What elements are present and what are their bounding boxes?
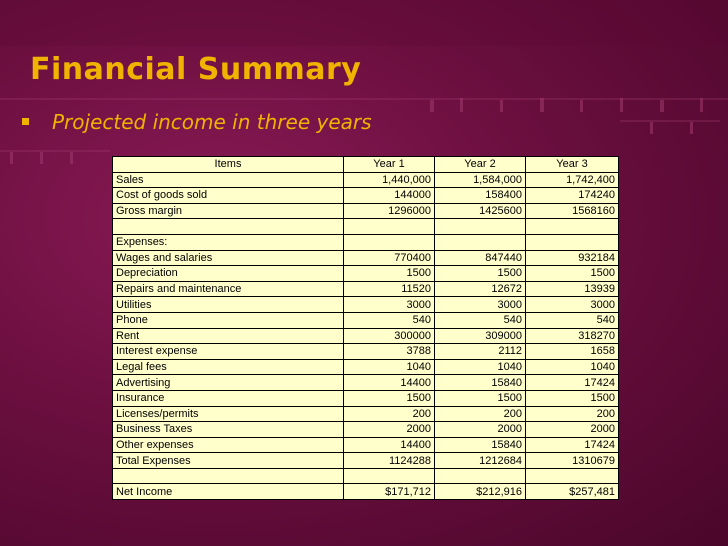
table-row — [113, 219, 619, 235]
value-cell: 1,742,400 — [526, 172, 619, 188]
value-cell — [435, 219, 526, 235]
row-label-cell: Expenses: — [113, 234, 344, 250]
value-cell: 14400 — [344, 437, 435, 453]
table-row — [113, 250, 619, 266]
value-cell: 1500 — [344, 266, 435, 282]
table-row — [113, 328, 619, 344]
table-row — [113, 203, 619, 219]
row-label-cell: Depreciation — [113, 266, 344, 282]
decor-stripe — [700, 98, 703, 112]
column-header: Year 1 — [344, 157, 435, 173]
value-cell: $257,481 — [526, 484, 619, 500]
value-cell: 1658 — [526, 344, 619, 360]
row-label-cell: Rent — [113, 328, 344, 344]
slide-bullet-text: Projected income in three years — [52, 110, 372, 134]
decor-stripe — [10, 152, 13, 164]
decor-stripe — [40, 152, 43, 164]
value-cell: 932184 — [526, 250, 619, 266]
value-cell: 15840 — [435, 437, 526, 453]
value-cell: 1124288 — [344, 453, 435, 469]
table-row — [113, 297, 619, 313]
value-cell — [344, 219, 435, 235]
value-cell: 3000 — [435, 297, 526, 313]
table-row — [113, 234, 619, 250]
table-row — [113, 453, 619, 469]
value-cell: 1310679 — [526, 453, 619, 469]
value-cell: 200 — [344, 406, 435, 422]
table-row — [113, 437, 619, 453]
decor-stripe — [460, 98, 463, 112]
decor-stripe — [620, 98, 623, 112]
decor-stripe — [690, 122, 693, 134]
financial-table-container — [112, 156, 618, 500]
value-cell: 847440 — [435, 250, 526, 266]
value-cell: 17424 — [526, 375, 619, 391]
row-label-cell: Insurance — [113, 390, 344, 406]
value-cell: 12672 — [435, 281, 526, 297]
table-row — [113, 406, 619, 422]
value-cell — [526, 219, 619, 235]
row-label-cell: Repairs and maintenance — [113, 281, 344, 297]
value-cell: 2000 — [435, 422, 526, 438]
value-cell: 1040 — [435, 359, 526, 375]
value-cell: 3000 — [526, 297, 619, 313]
decor-stripe — [540, 98, 544, 112]
decor-stripe — [0, 150, 110, 152]
value-cell: 540 — [435, 312, 526, 328]
value-cell: $212,916 — [435, 484, 526, 500]
value-cell: 2000 — [344, 422, 435, 438]
financial-table — [112, 156, 619, 500]
value-cell: 11520 — [344, 281, 435, 297]
table-header-row — [113, 157, 619, 173]
value-cell — [344, 468, 435, 484]
value-cell: 309000 — [435, 328, 526, 344]
value-cell: 174240 — [526, 188, 619, 204]
table-row — [113, 359, 619, 375]
decor-stripe — [660, 100, 664, 112]
row-label-cell: Utilities — [113, 297, 344, 313]
value-cell: 1,440,000 — [344, 172, 435, 188]
column-header: Year 3 — [526, 157, 619, 173]
table-row — [113, 188, 619, 204]
value-cell: 158400 — [435, 188, 526, 204]
decor-stripe — [580, 100, 583, 112]
decor-stripe — [430, 100, 434, 112]
slide-title: Financial Summary — [30, 52, 362, 87]
value-cell — [526, 234, 619, 250]
value-cell: 1040 — [526, 359, 619, 375]
table-row — [113, 375, 619, 391]
row-label-cell: Advertising — [113, 375, 344, 391]
value-cell: 1500 — [435, 390, 526, 406]
table-row — [113, 390, 619, 406]
decor-stripe — [0, 98, 728, 100]
value-cell: 3788 — [344, 344, 435, 360]
value-cell — [435, 468, 526, 484]
table-row — [113, 312, 619, 328]
row-label-cell: Licenses/permits — [113, 406, 344, 422]
row-label-cell: Interest expense — [113, 344, 344, 360]
row-label-cell: Sales — [113, 172, 344, 188]
value-cell: 1,584,000 — [435, 172, 526, 188]
row-label-cell: Cost of goods sold — [113, 188, 344, 204]
row-label-cell: Gross margin — [113, 203, 344, 219]
value-cell: 144000 — [344, 188, 435, 204]
decor-stripe — [70, 152, 73, 164]
value-cell: 17424 — [526, 437, 619, 453]
value-cell: 2112 — [435, 344, 526, 360]
value-cell: 14400 — [344, 375, 435, 391]
row-label-cell: Business Taxes — [113, 422, 344, 438]
bullet-icon — [22, 118, 29, 125]
row-label-cell: Legal fees — [113, 359, 344, 375]
decor-stripe-band — [0, 0, 728, 46]
column-header: Items — [113, 157, 344, 173]
row-label-cell: Wages and salaries — [113, 250, 344, 266]
value-cell: 1425600 — [435, 203, 526, 219]
value-cell: 1500 — [435, 266, 526, 282]
value-cell: 1040 — [344, 359, 435, 375]
table-row — [113, 484, 619, 500]
value-cell: $171,712 — [344, 484, 435, 500]
value-cell: 2000 — [526, 422, 619, 438]
table-row — [113, 422, 619, 438]
table-body — [113, 172, 619, 499]
value-cell: 200 — [526, 406, 619, 422]
row-label-cell — [113, 219, 344, 235]
decor-stripe — [620, 120, 720, 122]
value-cell: 540 — [344, 312, 435, 328]
column-header: Year 2 — [435, 157, 526, 173]
value-cell — [526, 468, 619, 484]
value-cell: 13939 — [526, 281, 619, 297]
value-cell: 3000 — [344, 297, 435, 313]
table-row — [113, 468, 619, 484]
row-label-cell: Phone — [113, 312, 344, 328]
value-cell: 770400 — [344, 250, 435, 266]
row-label-cell: Net Income — [113, 484, 344, 500]
value-cell: 540 — [526, 312, 619, 328]
value-cell: 1568160 — [526, 203, 619, 219]
decor-stripe — [500, 100, 503, 112]
value-cell: 1212684 — [435, 453, 526, 469]
value-cell: 1500 — [526, 266, 619, 282]
table-row — [113, 281, 619, 297]
value-cell: 15840 — [435, 375, 526, 391]
table-row — [113, 344, 619, 360]
value-cell: 318270 — [526, 328, 619, 344]
row-label-cell — [113, 468, 344, 484]
value-cell: 1500 — [526, 390, 619, 406]
value-cell: 1296000 — [344, 203, 435, 219]
value-cell — [435, 234, 526, 250]
row-label-cell: Total Expenses — [113, 453, 344, 469]
value-cell: 1500 — [344, 390, 435, 406]
value-cell: 200 — [435, 406, 526, 422]
value-cell: 300000 — [344, 328, 435, 344]
table-row — [113, 172, 619, 188]
table-row — [113, 266, 619, 282]
decor-stripe — [650, 122, 653, 134]
value-cell — [344, 234, 435, 250]
row-label-cell: Other expenses — [113, 437, 344, 453]
